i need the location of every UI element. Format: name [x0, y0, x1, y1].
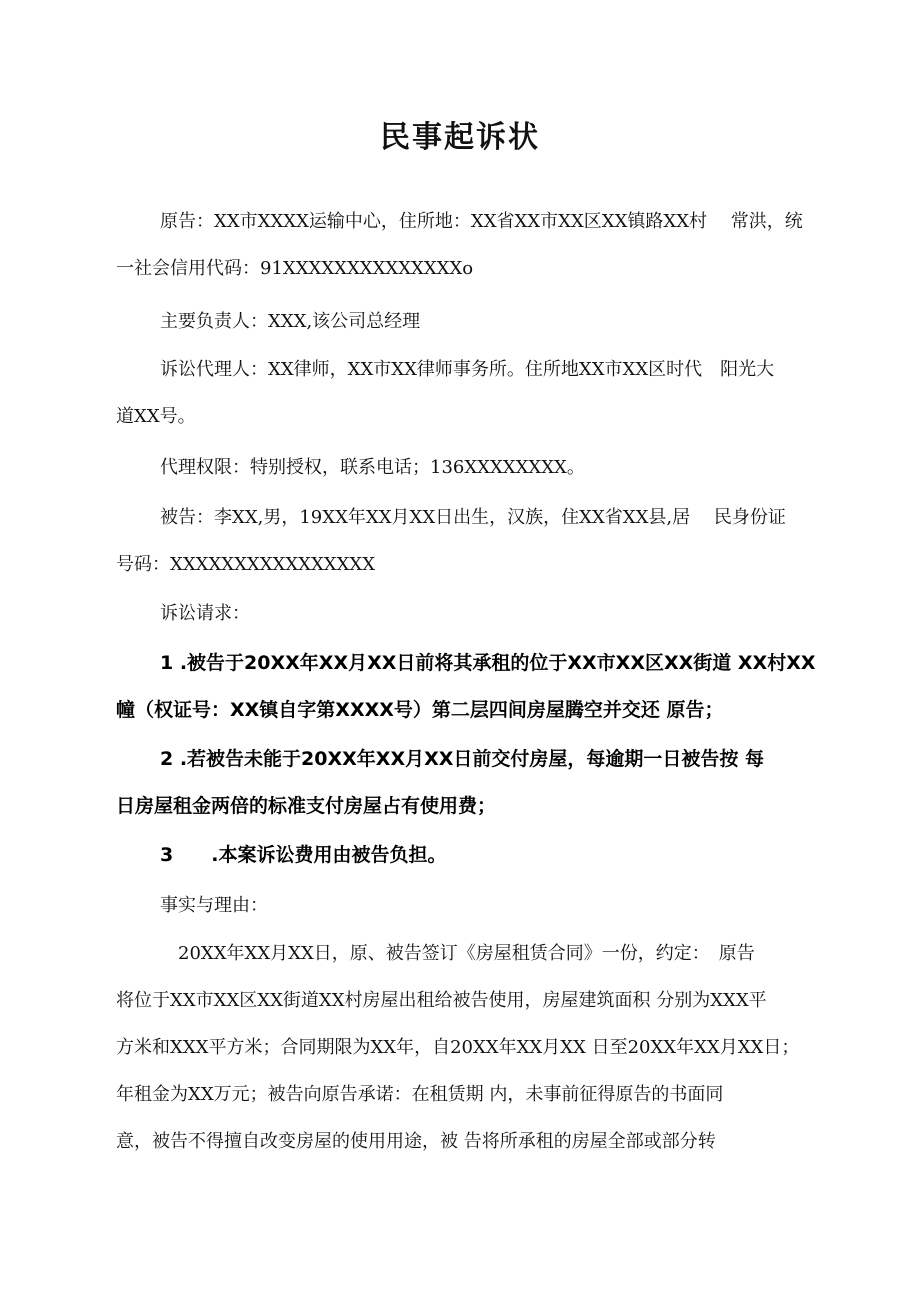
claims-heading-text: 诉讼请求： [160, 603, 250, 624]
plaintiff-paragraph [116, 198, 806, 292]
plaintiff-line-1: 原告：XX市XXXX运输中心，住所地：XX省XX市XX区XX镇路XX村 常洪，统 [160, 211, 803, 232]
facts-heading-text: 事实与理由： [160, 895, 268, 916]
authority-line: 代理权限：特别授权，联系电话；136XXXXXXXX。 [160, 457, 585, 478]
principal-line: 主要负责人：XXX,该公司总经理 [160, 311, 421, 332]
facts-paragraph [116, 930, 806, 1165]
authority-paragraph [116, 444, 806, 491]
facts-line-5: 意，被告不得擅自改变房屋的使用用途，被 告将所承租的房屋全部或部分转 [116, 1131, 716, 1152]
principal-paragraph [116, 298, 806, 345]
claim-item-3 [116, 832, 806, 879]
agent-line-1: 诉讼代理人：XX律师，XX市XX律师事务所。住所地XX市XX区时代 阳光大 [160, 359, 775, 380]
facts-heading [116, 882, 806, 929]
defendant-paragraph [116, 494, 806, 588]
claim-1-line-2: 幢（权证号：XX镇自字第XXXX号）第二层四间房屋腾空并交还 原告； [116, 699, 724, 721]
claim-item-2 [116, 736, 806, 830]
facts-line-2: 将位于XX市XX区XX街道XX村房屋出租给被告使用，房屋建筑面积 分别为XXX平 [116, 990, 767, 1011]
claims-heading [116, 590, 806, 637]
agent-line-2: 道XX号。 [116, 406, 196, 427]
defendant-line-1: 被告：李XX,男，19XX年XX月XX日出生，汉族，住XX省XX县,居 民身份证 [160, 507, 786, 528]
facts-line-1: 20XX年XX月XX日，原、被告签订《房屋租赁合同》一份，约定： 原告 [178, 943, 755, 964]
plaintiff-line-2: 一社会信用代码：91XXXXXXXXXXXXXXo [116, 258, 474, 279]
defendant-line-2: 号码：XXXXXXXXXXXXXXXX [116, 554, 376, 575]
facts-line-3: 方米和XXX平方米；合同期限为XX年，自20XX年XX月XX 日至20XX年XX月XX日； [116, 1037, 800, 1058]
claim-2-line-2: 日房屋租金两倍的标准支付房屋占有使用费； [116, 795, 497, 817]
facts-line-4: 年租金为XX万元；被告向原告承诺：在租赁期 内，未事前征得原告的书面同 [116, 1084, 724, 1105]
agent-paragraph [116, 346, 806, 440]
claim-1-line-1: 1 .被告于20XX年XX月XX日前将其承租的位于XX市XX区XX街道 XX村XX [160, 652, 816, 674]
document-title: 民事起诉状 [380, 120, 540, 155]
claim-item-1 [116, 640, 816, 734]
claim-3-line-1: 3 .本案诉讼费用由被告负担。 [160, 844, 447, 866]
claim-2-line-1: 2 .若被告未能于20XX年XX月XX日前交付房屋，每逾期一日被告按 每 [160, 748, 765, 770]
